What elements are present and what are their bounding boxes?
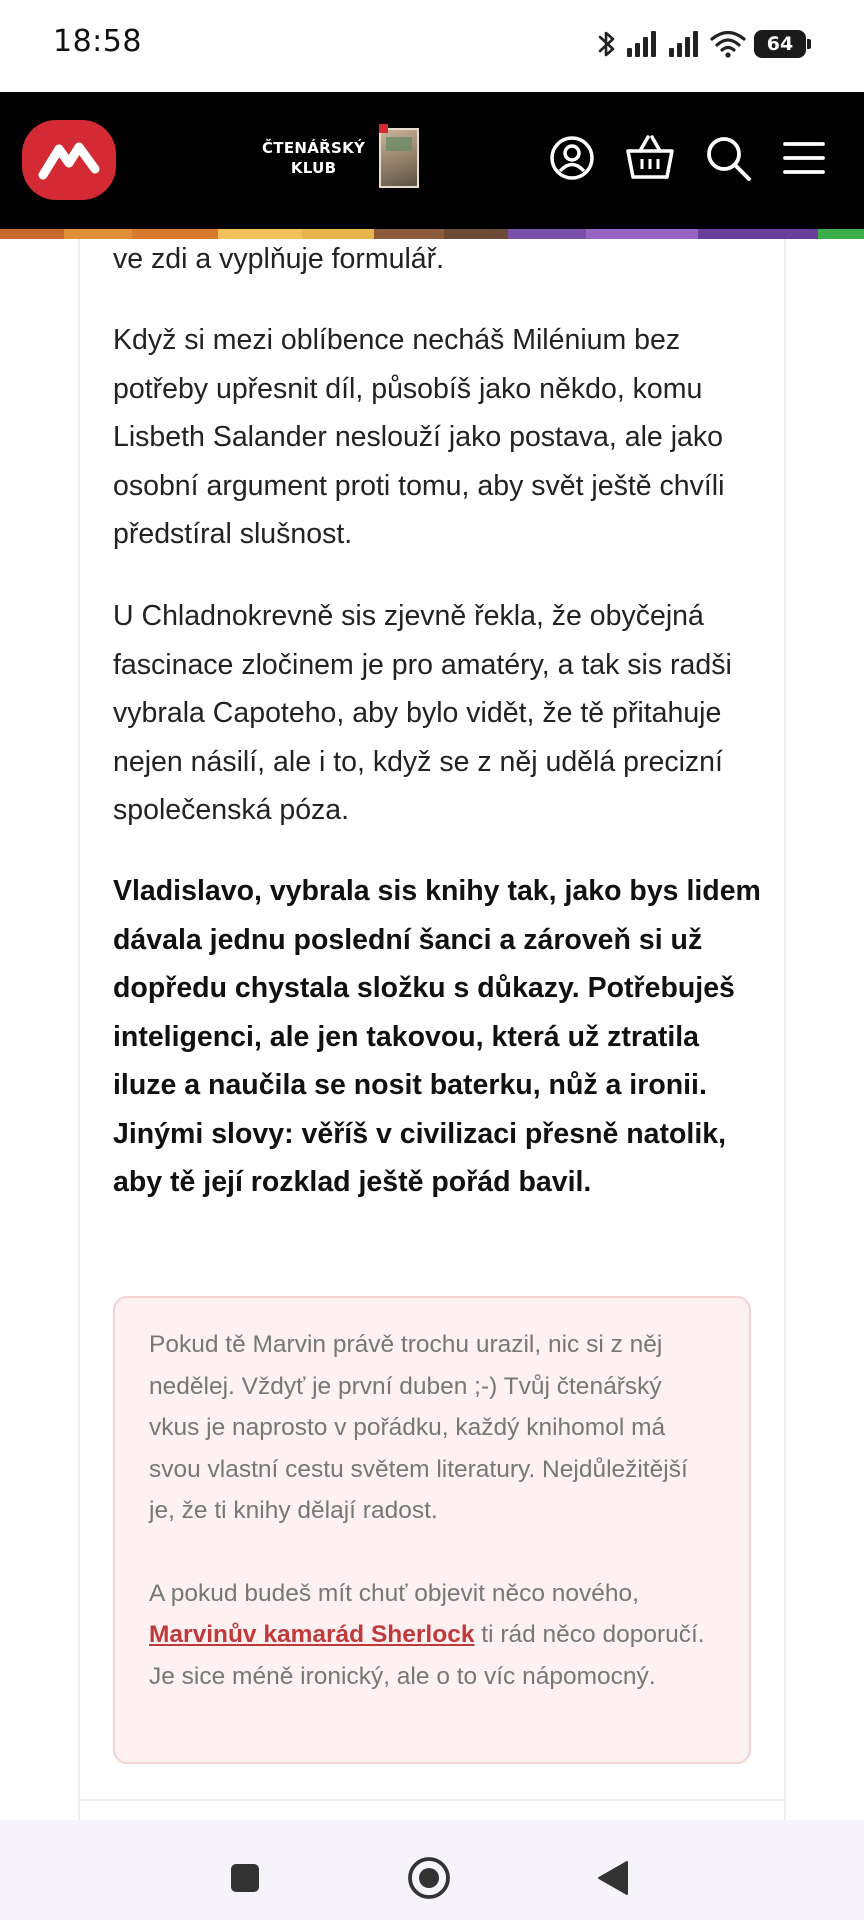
- logo-mark-icon: [37, 135, 101, 185]
- system-nav-bar: [0, 1820, 864, 1920]
- article-paragraph: Když si mezi oblíbence necháš Milénium bez potřeby upřesnit díl, působíš jako někdo, komu Lisbeth Salander neslouží jako postava, ale jako osobní argument proti tomu, aby svět ještě chvíli předstíral slušnost.: [113, 324, 725, 550]
- martinus-logo[interactable]: [22, 120, 116, 200]
- wifi-icon: [710, 29, 746, 59]
- search-icon[interactable]: [702, 132, 754, 184]
- bluetooth-icon: [596, 28, 618, 60]
- square-icon: [229, 1862, 261, 1894]
- triangle-back-icon: [596, 1860, 630, 1896]
- stripe-segment: [0, 229, 64, 239]
- status-bar: [0, 0, 864, 92]
- club-label: ČTENÁŘSKÝ KLUB: [262, 139, 366, 177]
- card-divider: [78, 1799, 786, 1801]
- disclaimer-note: [113, 1296, 751, 1764]
- battery-icon: 64: [754, 30, 806, 58]
- account-icon[interactable]: [546, 132, 598, 184]
- note-text: A pokud budeš mít chuť objevit něco nového, Marvinův kamarád Sherlock ti rád něco doporučí. Je sice méně ironický, ale o to víc nápomocný.: [149, 1579, 705, 1690]
- stripe-segment: [818, 229, 864, 239]
- status-icons: [596, 26, 806, 62]
- status-time: 18:58: [53, 24, 142, 59]
- note-text: Pokud tě Marvin právě trochu urazil, nic si z něj nedělej. Vždyť je první duben ;-) Tvůj čtenářský vkus je naprosto v pořádku, každý knihomol má svou vlastní cestu světem literatury. Nejdůležitější je, že ti knihy dělají radost.: [149, 1331, 688, 1524]
- basket-icon[interactable]: [624, 132, 676, 184]
- home-button[interactable]: [399, 1848, 459, 1908]
- sherlock-link[interactable]: Marvinův kamarád Sherlock: [149, 1621, 475, 1648]
- article-paragraph: U Chladnokrevně sis zjevně řekla, že obyčejná fascinace zločinem je pro amatéry, a tak sis radši vybrala Capoteho, aby bylo vidět, že tě přitahuje nejen násilí, ale i to, když se z něj udělá precizní společenská póza.: [113, 600, 732, 826]
- site-header: [0, 92, 864, 229]
- book-cover-icon: [379, 128, 419, 188]
- menu-icon[interactable]: [778, 132, 830, 184]
- signal-icon: [668, 29, 702, 59]
- article-paragraph: ve zdi a vyplňuje formulář.: [113, 243, 445, 275]
- signal-icon: [626, 29, 660, 59]
- article-paragraph-bold: Vladislavo, vybrala sis knihy tak, jako bys lidem dávala jednu poslední šanci a zároveň si už dopředu chystala složku s důkazy. Potřebuješ inteligenci, ale jen takovou, která už ztratila iluze a naučila se nosit baterku, nůž a ironii. Jinými slovy: věříš v civilizaci přesně natolik, aby tě její rozklad ještě pořád bavil.: [113, 875, 761, 1198]
- circle-icon: [406, 1855, 452, 1901]
- recents-button[interactable]: [215, 1848, 275, 1908]
- back-button[interactable]: [583, 1848, 643, 1908]
- reading-club-link[interactable]: [262, 128, 419, 188]
